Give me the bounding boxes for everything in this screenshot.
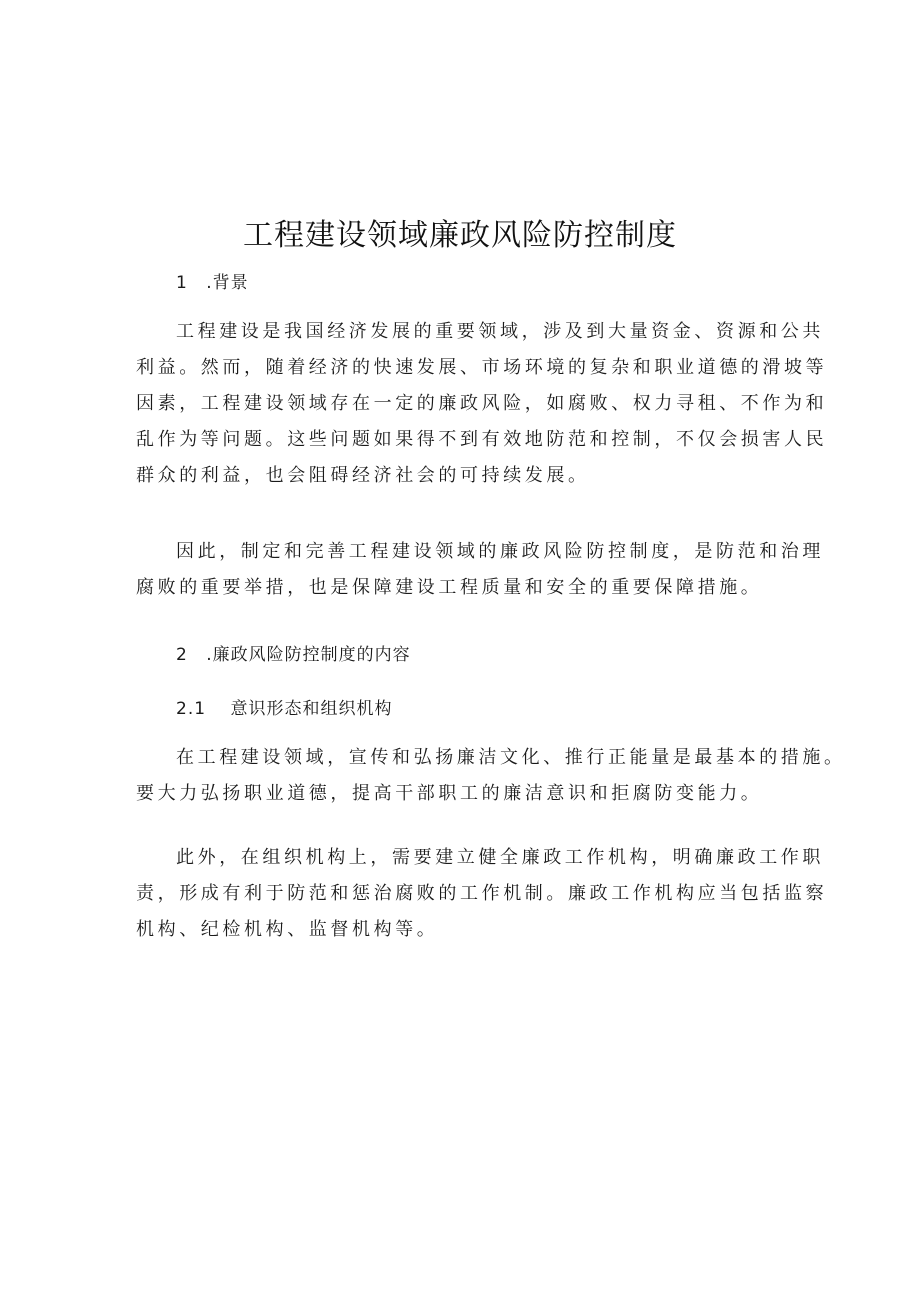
paragraph-line: 乱作为等问题。这些问题如果得不到有效地防范和控制，不仅会损害人民 [136, 429, 828, 450]
section-1-paragraph-2 [136, 534, 826, 606]
subsection-2-1-heading [176, 694, 392, 719]
subsection-2-1-paragraph-1 [136, 740, 856, 812]
paragraph-line: 腐败的重要举措，也是保障建设工程质量和安全的重要保障措施。 [136, 577, 763, 598]
section-1-paragraph-1 [136, 314, 826, 494]
paragraph-line: 因素，工程建设领域存在一定的廉政风险，如腐败、权力寻租、不作为和 [136, 393, 828, 414]
section-1-number: 1 [176, 273, 188, 293]
paragraph-line: 利益。然而，随着经济的快速发展、市场环境的复杂和职业道德的滑坡等 [136, 357, 828, 378]
section-2-heading [176, 640, 411, 665]
section-1-label: .背景 [206, 273, 249, 293]
paragraph-line: 要大力弘扬职业道德，提高干部职工的廉洁意识和拒腐防变能力。 [136, 783, 763, 804]
paragraph-line: 机构、纪检机构、监督机构等。 [136, 919, 439, 940]
paragraph-line: 群众的利益，也会阻碍经济社会的可持续发展。 [136, 465, 590, 486]
subsection-2-1-paragraph-2 [136, 840, 826, 948]
subsection-2-1-number: 2.1 [176, 699, 207, 719]
document-title: 工程建设领域廉政风险防控制度 [243, 218, 677, 253]
section-2-label: .廉政风险防控制度的内容 [206, 645, 411, 665]
paragraph-line: 此外，在组织机构上，需要建立健全廉政工作机构，明确廉政工作职 [176, 847, 824, 868]
paragraph-line: 在工程建设领域，宣传和弘扬廉洁文化、推行正能量是最基本的措施。 [176, 747, 846, 768]
paragraph-line: 工程建设是我国经济发展的重要领域，涉及到大量资金、资源和公共 [176, 321, 824, 342]
section-1-heading [176, 268, 249, 293]
subsection-2-1-label: 意识形态和组织机构 [230, 699, 393, 719]
section-2-number: 2 [176, 645, 188, 665]
paragraph-line: 因此，制定和完善工程建设领域的廉政风险防控制度，是防范和治理 [176, 541, 824, 562]
paragraph-line: 责，形成有利于防范和惩治腐败的工作机制。廉政工作机构应当包括监察 [136, 883, 828, 904]
